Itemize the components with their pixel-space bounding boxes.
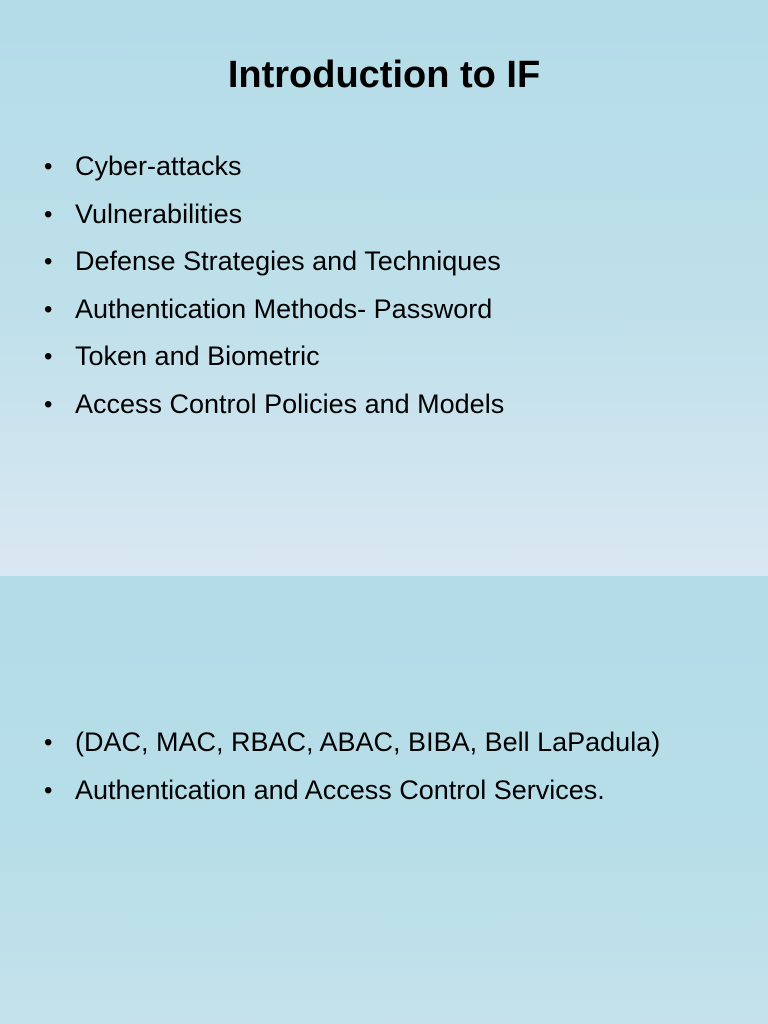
bullet-text: Vulnerabilities xyxy=(75,198,243,229)
bullet-dot: • xyxy=(44,295,53,323)
bullet-dot: • xyxy=(44,343,53,371)
bullet-text: Token and Biometric xyxy=(75,341,320,372)
bullet-item xyxy=(44,238,504,286)
bullet-dot: • xyxy=(44,153,53,180)
slide-title: Introduction to IF xyxy=(227,54,541,96)
bullet-dot: • xyxy=(44,390,53,418)
bullet-item xyxy=(44,381,504,429)
bullet-dot: • xyxy=(44,776,53,804)
bullet-item xyxy=(44,767,660,815)
slide-2 xyxy=(0,576,768,1024)
bullet-item xyxy=(44,719,660,767)
bullet-item xyxy=(44,191,504,239)
bullet-dot: • xyxy=(44,729,53,756)
bullet-text: Defense Strategies and Techniques xyxy=(75,246,501,277)
bullet-text: Access Control Policies and Models xyxy=(75,388,505,419)
bullet-item xyxy=(44,143,504,191)
bullet-list xyxy=(44,719,660,814)
bullet-text: (DAC, MAC, RBAC, ABAC, BIBA, Bell LaPadula) xyxy=(75,727,661,757)
bullet-text: Authentication and Access Control Services. xyxy=(75,774,605,805)
bullet-dot: • xyxy=(44,248,53,276)
bullet-text: Authentication Methods- Password xyxy=(75,293,493,324)
bullet-text: Cyber-attacks xyxy=(75,151,242,181)
bullet-list xyxy=(44,143,504,429)
bullet-item xyxy=(44,286,504,334)
bullet-dot: • xyxy=(44,200,53,228)
bullet-item xyxy=(44,333,504,381)
